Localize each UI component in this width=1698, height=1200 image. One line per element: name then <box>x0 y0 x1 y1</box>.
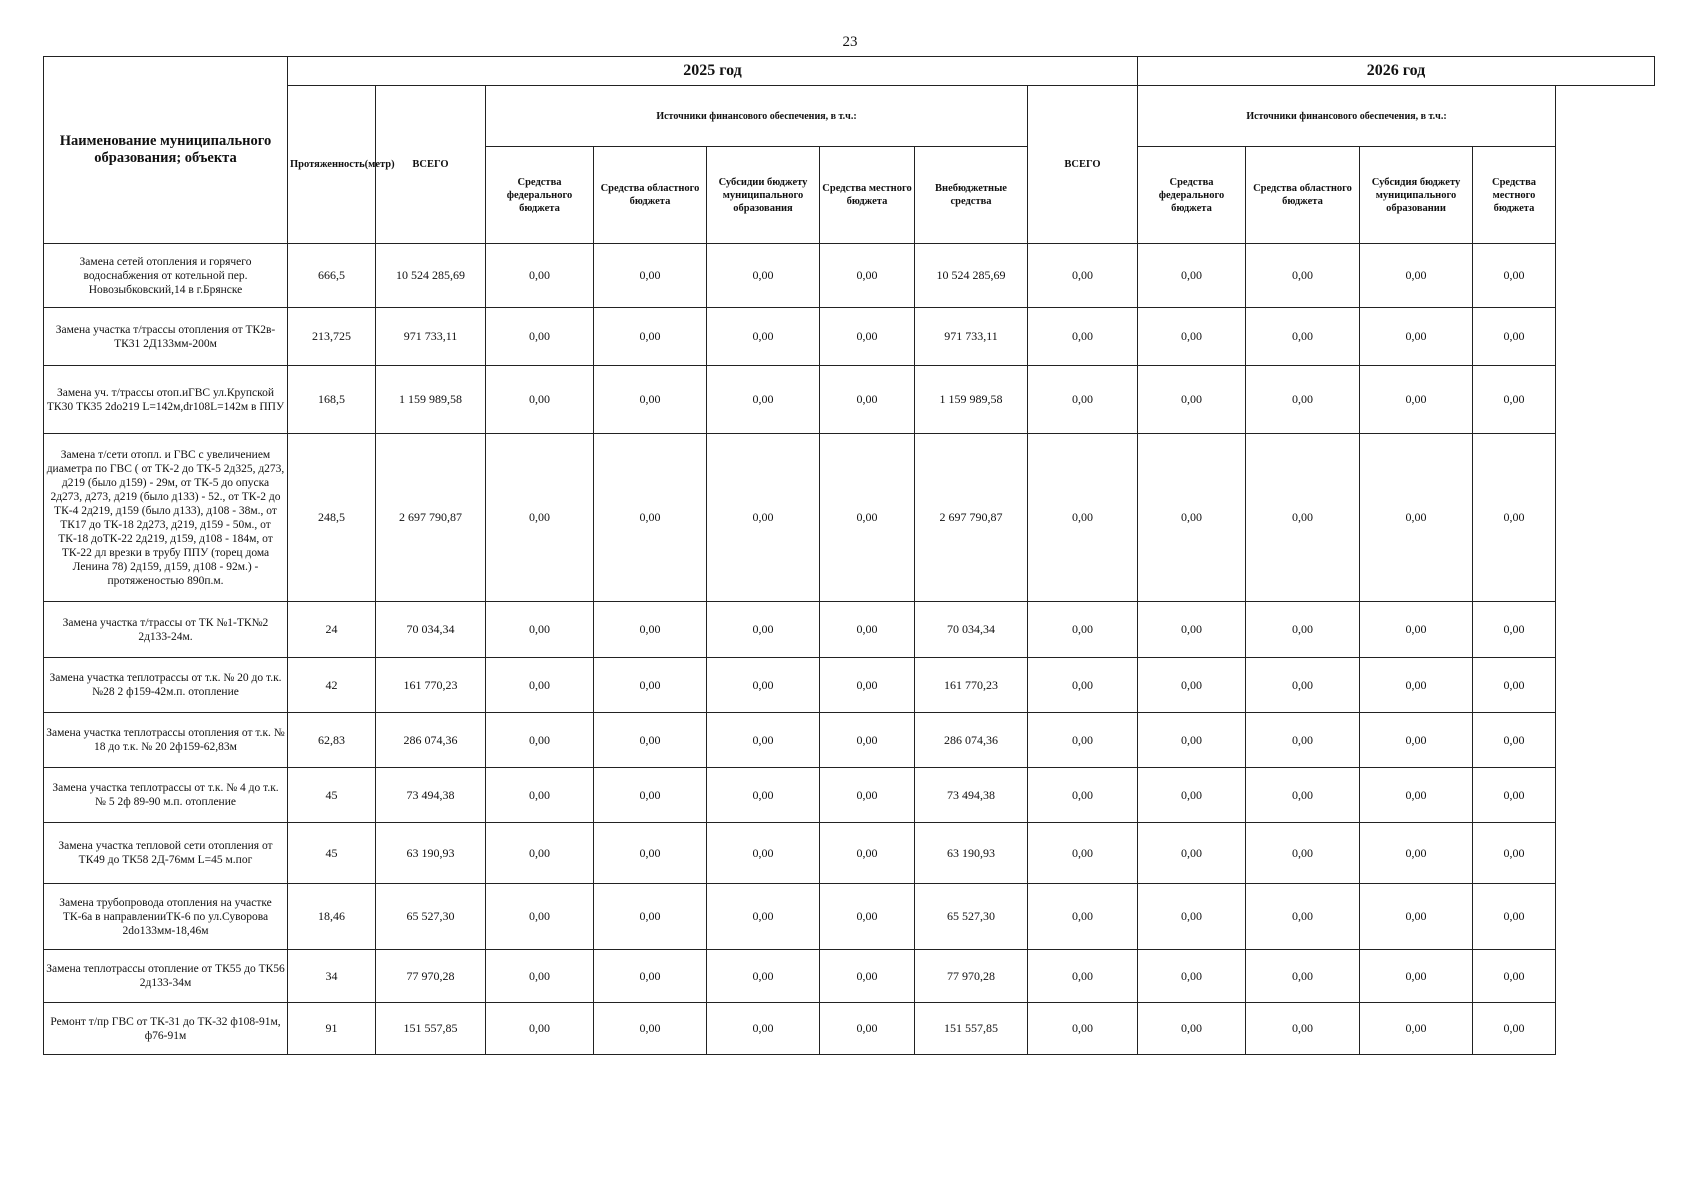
cell-obl: 0,00 <box>594 950 707 1003</box>
cell-obl2: 0,00 <box>1246 823 1360 884</box>
header-year-2026: 2026 год <box>1138 57 1655 86</box>
cell-mest2: 0,00 <box>1473 366 1556 434</box>
header-total-2025: ВСЕГО <box>376 86 486 244</box>
cell-length: 666,5 <box>288 244 376 308</box>
cell-mest2: 0,00 <box>1473 950 1556 1003</box>
cell-mest: 0,00 <box>820 1003 915 1055</box>
table-row <box>44 884 1655 950</box>
cell-fed2: 0,00 <box>1138 366 1246 434</box>
cell-obl2: 0,00 <box>1246 950 1360 1003</box>
cell-obl: 0,00 <box>594 823 707 884</box>
cell-vneb: 2 697 790,87 <box>915 434 1028 602</box>
cell-fed: 0,00 <box>486 602 594 658</box>
cell-total2: 0,00 <box>1028 366 1138 434</box>
cell-fed: 0,00 <box>486 658 594 713</box>
header-sub-2026: Субсидия бюджету муниципального образовании <box>1360 147 1473 244</box>
cell-length: 91 <box>288 1003 376 1055</box>
cell-mest2: 0,00 <box>1473 768 1556 823</box>
cell-length: 34 <box>288 950 376 1003</box>
cell-obl2: 0,00 <box>1246 884 1360 950</box>
cell-vneb: 1 159 989,58 <box>915 366 1028 434</box>
cell-total: 65 527,30 <box>376 884 486 950</box>
cell-vneb: 77 970,28 <box>915 950 1028 1003</box>
cell-sub2: 0,00 <box>1360 434 1473 602</box>
cell-vneb: 63 190,93 <box>915 823 1028 884</box>
cell-sub2: 0,00 <box>1360 1003 1473 1055</box>
cell-name: Замена участка теплотрассы от т.к. № 4 до т.к. № 5 2ф 89-90 м.п. отопление <box>44 768 288 823</box>
cell-mest2: 0,00 <box>1473 308 1556 366</box>
cell-total: 161 770,23 <box>376 658 486 713</box>
cell-fed2: 0,00 <box>1138 308 1246 366</box>
header-vneb-2025: Внебюджетные средства <box>915 147 1028 244</box>
cell-vneb: 73 494,38 <box>915 768 1028 823</box>
cell-length: 62,83 <box>288 713 376 768</box>
cell-fed2: 0,00 <box>1138 602 1246 658</box>
cell-sub: 0,00 <box>707 602 820 658</box>
cell-obl: 0,00 <box>594 434 707 602</box>
cell-obl: 0,00 <box>594 768 707 823</box>
cell-vneb: 10 524 285,69 <box>915 244 1028 308</box>
cell-obl2: 0,00 <box>1246 308 1360 366</box>
cell-sub: 0,00 <box>707 823 820 884</box>
cell-obl2: 0,00 <box>1246 713 1360 768</box>
cell-mest2: 0,00 <box>1473 658 1556 713</box>
cell-fed: 0,00 <box>486 366 594 434</box>
cell-fed: 0,00 <box>486 244 594 308</box>
table-row <box>44 950 1655 1003</box>
cell-total: 151 557,85 <box>376 1003 486 1055</box>
table-row <box>44 244 1655 308</box>
cell-length: 168,5 <box>288 366 376 434</box>
cell-length: 24 <box>288 602 376 658</box>
cell-name: Замена уч. т/трассы отоп.иГВС ул.Крупской ТК30 ТК35 2do219 L=142м,dr108L=142м в ППУ <box>44 366 288 434</box>
cell-sub2: 0,00 <box>1360 602 1473 658</box>
cell-mest2: 0,00 <box>1473 884 1556 950</box>
cell-fed2: 0,00 <box>1138 244 1246 308</box>
cell-fed: 0,00 <box>486 884 594 950</box>
cell-obl2: 0,00 <box>1246 602 1360 658</box>
cell-total2: 0,00 <box>1028 823 1138 884</box>
cell-total: 971 733,11 <box>376 308 486 366</box>
header-length: Протяженность(метр) <box>288 86 376 244</box>
table-row <box>44 1003 1655 1055</box>
cell-total: 77 970,28 <box>376 950 486 1003</box>
cell-sub2: 0,00 <box>1360 768 1473 823</box>
cell-obl2: 0,00 <box>1246 434 1360 602</box>
header-obl-2025: Средства областного бюджета <box>594 147 707 244</box>
cell-name: Замена участка теплотрассы отопления от т.к. № 18 до т.к. № 20 2ф159-62,83м <box>44 713 288 768</box>
cell-mest: 0,00 <box>820 602 915 658</box>
cell-sub2: 0,00 <box>1360 244 1473 308</box>
cell-obl2: 0,00 <box>1246 768 1360 823</box>
header-mest-2026: Средства местного бюджета <box>1473 147 1556 244</box>
cell-mest: 0,00 <box>820 658 915 713</box>
cell-fed2: 0,00 <box>1138 713 1246 768</box>
cell-length: 248,5 <box>288 434 376 602</box>
table-row <box>44 434 1655 602</box>
cell-fed: 0,00 <box>486 1003 594 1055</box>
table-row <box>44 366 1655 434</box>
cell-sub: 0,00 <box>707 434 820 602</box>
cell-name: Замена т/сети отопл. и ГВС с увеличением диаметра по ГВС ( от ТК-2 до ТК-5 2д325, д273, д219 (было д159) - 29м, от ТК-5 до опуска 2д273, д273, д219 (было д133) - 52., от ТК-2 до ТК-4 2д219, д159 (было д133), д108 - 38м., от ТК17 до ТК-18 2д273, д219, д159 - 50м., от ТК-18 доТК-22 2д219, д159, д108 - 184м, от ТК-22 дл врезки в трубу ППУ (торец дома Ленина 78) 2д159, д159, д108 - 92м.) - протяженостью 890п.м. <box>44 434 288 602</box>
cell-sub2: 0,00 <box>1360 884 1473 950</box>
header-fed-2025: Средства федерального бюджета <box>486 147 594 244</box>
cell-total: 1 159 989,58 <box>376 366 486 434</box>
cell-name: Замена участка тепловой сети отопления от ТК49 до ТК58 2Д-76мм L=45 м.пог <box>44 823 288 884</box>
cell-sub2: 0,00 <box>1360 823 1473 884</box>
cell-length: 45 <box>288 768 376 823</box>
cell-name: Замена теплотрассы отопление от ТК55 до ТК56 2д133-34м <box>44 950 288 1003</box>
cell-mest2: 0,00 <box>1473 434 1556 602</box>
cell-obl: 0,00 <box>594 884 707 950</box>
cell-obl2: 0,00 <box>1246 658 1360 713</box>
cell-total: 63 190,93 <box>376 823 486 884</box>
cell-length: 45 <box>288 823 376 884</box>
header-sources-2025: Источники финансового обеспечения, в т.ч.: <box>486 86 1028 147</box>
cell-total2: 0,00 <box>1028 1003 1138 1055</box>
cell-sub: 0,00 <box>707 768 820 823</box>
cell-total: 70 034,34 <box>376 602 486 658</box>
cell-length: 213,725 <box>288 308 376 366</box>
cell-vneb: 286 074,36 <box>915 713 1028 768</box>
cell-name: Ремонт т/пр ГВС от ТК-31 до ТК-32 ф108-91м, ф76-91м <box>44 1003 288 1055</box>
cell-total2: 0,00 <box>1028 434 1138 602</box>
cell-mest: 0,00 <box>820 244 915 308</box>
cell-fed2: 0,00 <box>1138 823 1246 884</box>
cell-obl: 0,00 <box>594 1003 707 1055</box>
cell-fed: 0,00 <box>486 823 594 884</box>
cell-sub: 0,00 <box>707 884 820 950</box>
cell-sub: 0,00 <box>707 950 820 1003</box>
header-sub-2025: Субсидии бюджету муниципального образования <box>707 147 820 244</box>
cell-total2: 0,00 <box>1028 884 1138 950</box>
cell-total2: 0,00 <box>1028 950 1138 1003</box>
cell-mest: 0,00 <box>820 713 915 768</box>
header-fed-2026: Средства федерального бюджета <box>1138 147 1246 244</box>
cell-sub2: 0,00 <box>1360 658 1473 713</box>
cell-fed: 0,00 <box>486 713 594 768</box>
cell-mest: 0,00 <box>820 434 915 602</box>
cell-name: Замена участка т/трассы от ТК №1-ТК№2 2д133-24м. <box>44 602 288 658</box>
cell-fed: 0,00 <box>486 308 594 366</box>
cell-obl: 0,00 <box>594 713 707 768</box>
cell-mest2: 0,00 <box>1473 602 1556 658</box>
cell-fed2: 0,00 <box>1138 768 1246 823</box>
cell-length: 42 <box>288 658 376 713</box>
cell-sub: 0,00 <box>707 308 820 366</box>
cell-sub: 0,00 <box>707 1003 820 1055</box>
cell-vneb: 151 557,85 <box>915 1003 1028 1055</box>
cell-mest: 0,00 <box>820 884 915 950</box>
cell-total2: 0,00 <box>1028 713 1138 768</box>
cell-name: Замена участка т/трассы отопления от ТК2в-ТК31 2Д133мм-200м <box>44 308 288 366</box>
cell-sub: 0,00 <box>707 713 820 768</box>
cell-fed2: 0,00 <box>1138 658 1246 713</box>
cell-sub2: 0,00 <box>1360 950 1473 1003</box>
cell-total2: 0,00 <box>1028 244 1138 308</box>
cell-fed: 0,00 <box>486 768 594 823</box>
financing-table <box>43 56 1655 1055</box>
cell-total2: 0,00 <box>1028 768 1138 823</box>
cell-fed: 0,00 <box>486 434 594 602</box>
cell-vneb: 70 034,34 <box>915 602 1028 658</box>
cell-mest: 0,00 <box>820 950 915 1003</box>
cell-obl: 0,00 <box>594 602 707 658</box>
cell-fed: 0,00 <box>486 950 594 1003</box>
table-row <box>44 308 1655 366</box>
cell-sub: 0,00 <box>707 366 820 434</box>
table-row <box>44 658 1655 713</box>
cell-obl: 0,00 <box>594 244 707 308</box>
header-name: Наименование муниципального образования; объекта <box>44 57 288 244</box>
cell-mest2: 0,00 <box>1473 823 1556 884</box>
header-total-2026: ВСЕГО <box>1028 86 1138 244</box>
cell-mest2: 0,00 <box>1473 1003 1556 1055</box>
cell-obl: 0,00 <box>594 658 707 713</box>
cell-sub2: 0,00 <box>1360 713 1473 768</box>
cell-fed2: 0,00 <box>1138 434 1246 602</box>
cell-mest: 0,00 <box>820 823 915 884</box>
cell-obl2: 0,00 <box>1246 366 1360 434</box>
cell-obl: 0,00 <box>594 308 707 366</box>
header-sources-2026: Источники финансового обеспечения, в т.ч.: <box>1138 86 1556 147</box>
cell-vneb: 971 733,11 <box>915 308 1028 366</box>
table-row <box>44 713 1655 768</box>
cell-fed2: 0,00 <box>1138 950 1246 1003</box>
cell-vneb: 65 527,30 <box>915 884 1028 950</box>
table-row <box>44 768 1655 823</box>
cell-total: 286 074,36 <box>376 713 486 768</box>
table-row <box>44 602 1655 658</box>
cell-vneb: 161 770,23 <box>915 658 1028 713</box>
cell-total: 10 524 285,69 <box>376 244 486 308</box>
header-obl-2026: Средства областного бюджета <box>1246 147 1360 244</box>
cell-obl2: 0,00 <box>1246 1003 1360 1055</box>
page-number: 23 <box>842 34 858 50</box>
cell-length: 18,46 <box>288 884 376 950</box>
cell-sub: 0,00 <box>707 244 820 308</box>
cell-sub: 0,00 <box>707 658 820 713</box>
cell-sub2: 0,00 <box>1360 308 1473 366</box>
header-year-2025: 2025 год <box>288 57 1138 86</box>
cell-total: 73 494,38 <box>376 768 486 823</box>
cell-total2: 0,00 <box>1028 658 1138 713</box>
cell-obl: 0,00 <box>594 366 707 434</box>
cell-fed2: 0,00 <box>1138 1003 1246 1055</box>
cell-name: Замена трубопровода отопления на участке ТК-6а в направленииТК-6 по ул.Суворова 2do133мм-18,46м <box>44 884 288 950</box>
cell-fed2: 0,00 <box>1138 884 1246 950</box>
table-row <box>44 823 1655 884</box>
cell-total: 2 697 790,87 <box>376 434 486 602</box>
cell-total2: 0,00 <box>1028 308 1138 366</box>
cell-mest: 0,00 <box>820 308 915 366</box>
cell-obl2: 0,00 <box>1246 244 1360 308</box>
cell-mest: 0,00 <box>820 768 915 823</box>
cell-mest: 0,00 <box>820 366 915 434</box>
cell-mest2: 0,00 <box>1473 713 1556 768</box>
cell-name: Замена сетей отопления и горячего водоснабжения от котельной пер. Новозыбковский,14 в г.Брянске <box>44 244 288 308</box>
cell-total2: 0,00 <box>1028 602 1138 658</box>
header-mest-2025: Средства местного бюджета <box>820 147 915 244</box>
cell-mest2: 0,00 <box>1473 244 1556 308</box>
cell-sub2: 0,00 <box>1360 366 1473 434</box>
cell-name: Замена участка теплотрассы от т.к. № 20 до т.к. №28 2 ф159-42м.п. отопление <box>44 658 288 713</box>
